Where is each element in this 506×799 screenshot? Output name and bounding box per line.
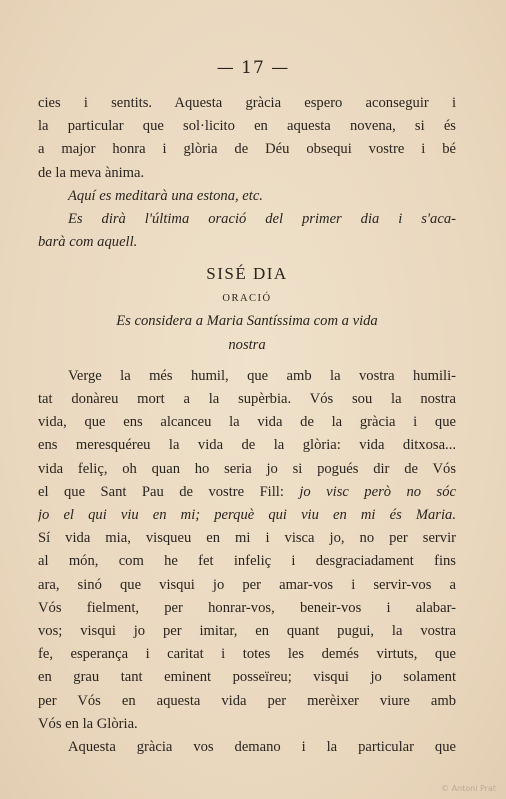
section-subheading: ORACIÓ — [222, 293, 272, 305]
text-line-italic: Aquí es meditarà una estona, etc. — [68, 187, 263, 204]
prayer-line: Verge la més humil, que amb la vostra humili- — [68, 367, 456, 384]
prayer-line: Vós fielment, per honrar-vos, beneir-vos i alabar- — [38, 599, 456, 616]
prayer-title: Es considera a Maria Santíssima com a vida — [116, 313, 378, 330]
text-line: de la meva ànima. — [38, 164, 145, 181]
text-line: la particular que sol·licito en aquesta novena, si és — [38, 118, 456, 135]
prayer-line: ens meresquéreu la vida de la glòria: vida ditxosa... — [38, 437, 456, 454]
text-line-italic: barà com aquell. — [38, 234, 138, 251]
prayer-line: per Vós en aquesta vida per merèixer viure amb — [38, 692, 456, 709]
prayer-line: Vós en la Glòria. — [38, 715, 138, 732]
prayer-fragment: el que Sant Pau de vostre Fill: — [38, 483, 300, 500]
text-line: a major honra i glòria de Déu obsequi vostre i bé — [38, 141, 456, 158]
prayer-line — [38, 481, 456, 504]
prayer-line: vida feliç, oh quan ho seria jo si pogués dir de Vós — [38, 460, 456, 477]
prayer-line: vida, que ens alcanceu la vida de la gràcia i que — [38, 414, 456, 431]
prayer-line: vos; visqui jo per imitar, en quant pugui, la vostra — [38, 623, 456, 640]
prayer-line: Aquesta gràcia vos demano i la particular que — [68, 739, 456, 756]
section-heading: SISÉ DIA — [206, 264, 288, 284]
prayer-line: fe, esperança i caritat i totes les demés virtuts, que — [38, 646, 456, 663]
text-line: cies i sentits. Aquesta gràcia espero aconseguir i — [38, 95, 456, 111]
copyright-watermark: © Antoni Prat — [441, 784, 496, 793]
prayer-line-italic: jo el qui viu en mi; perquè qui viu en mi és Maria. — [38, 507, 456, 524]
prayer-line: ara, sinó que visqui jo per amar-vos i servir-vos a — [38, 576, 456, 593]
text-line-italic: Es dirà l'última oració del primer dia i s'aca- — [68, 211, 456, 228]
prayer-fragment-italic: jo visc però no sóc — [299, 483, 456, 500]
prayer-title: nostra — [228, 336, 266, 353]
prayer-line: al món, com he fet infeliç i desgraciadament fins — [38, 553, 456, 570]
prayer-line: tat donàreu mort a la supèrbia. Vós sou la nostra — [38, 391, 456, 408]
page-number: — 17 — — [216, 58, 290, 78]
prayer-line: en grau tant eminent posseïreu; visqui jo solament — [38, 669, 456, 686]
page-text — [38, 92, 456, 759]
prayer-line: Sí vida mia, visqueu en mi i visca jo, no per servir — [38, 530, 456, 547]
